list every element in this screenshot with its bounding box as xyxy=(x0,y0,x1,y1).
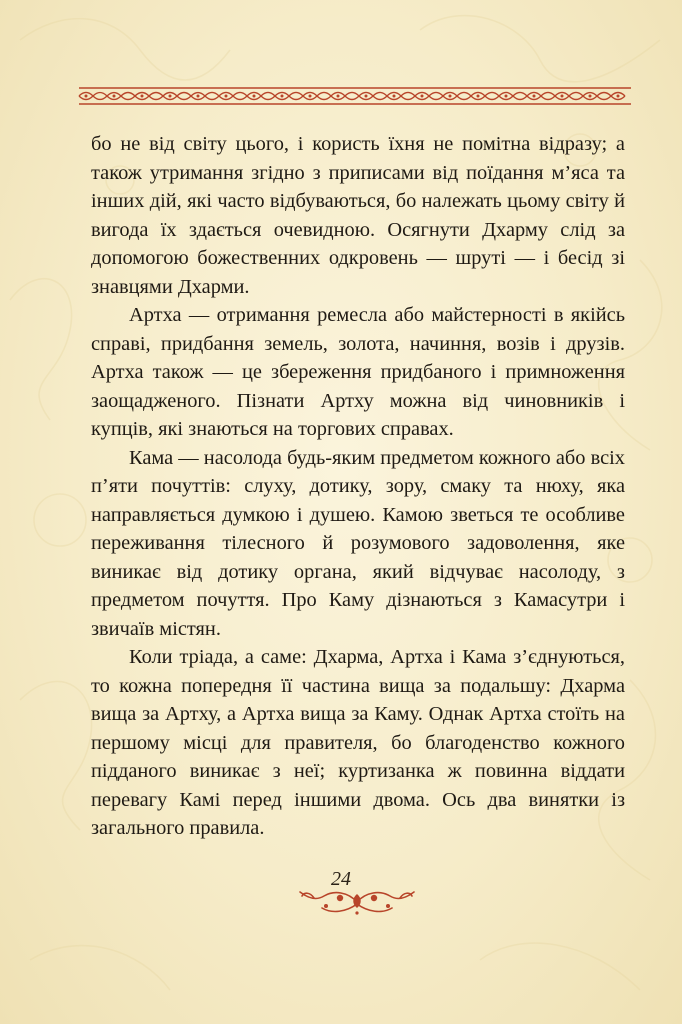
page-number: 24 xyxy=(331,868,351,890)
paragraph-kama: Кама — насолода будь-яким предметом кожного або всіх п’яти почуттів: слуху, дотику, зору, смаку та нюху, яка направляється думкою і душею. Камою зветься те особливе переживання тілесного й розумового задоволення, яке виникає від дотику органа, який відчуває насолоду, з предметом почуття. Про Каму дізнаються з Камасутри і звичаїв містян. xyxy=(91,446,625,640)
body-text xyxy=(91,130,625,843)
paragraph-triad: Коли тріада, а саме: Дхарма, Артха і Кама з’єднуються, то кожна попередня її частина вища за подальшу: Дхарма вища за Артху, а Артха вища за Каму. Однак Артха стоїть на першому місці для правителя, бо благоденство кожного підданого виникає з неї; куртизанка ж повинна віддати перевагу Камі перед іншими двома. Ось два винятки із загального правила. xyxy=(91,646,625,839)
bottom-floral-ornament xyxy=(296,884,418,918)
paragraph-artha: Артха — отримання ремесла або майстерності в якійсь справі, придбання земель, золота, начиння, возів і друзів. Артха також — це збереження придбаного і примноження заощадженого. Пізнати Артху можна від чиновників і купців, які знаються на торгових справах. xyxy=(91,304,625,440)
top-ornamental-border xyxy=(75,86,635,106)
paragraph-dharma-continuation: бо не від світу цього, і користь їхня не помітна відразу; а також утримання згідно з приписами від поїдання м’яса та інших дій, які часто відбуваються, бо належать цьому світу й вигода їх здається очевидною. Осягнути Дхарму слід за допомогою божественних одкровень — шруті — і бесід зі знавцями Дхарми. xyxy=(91,133,625,298)
